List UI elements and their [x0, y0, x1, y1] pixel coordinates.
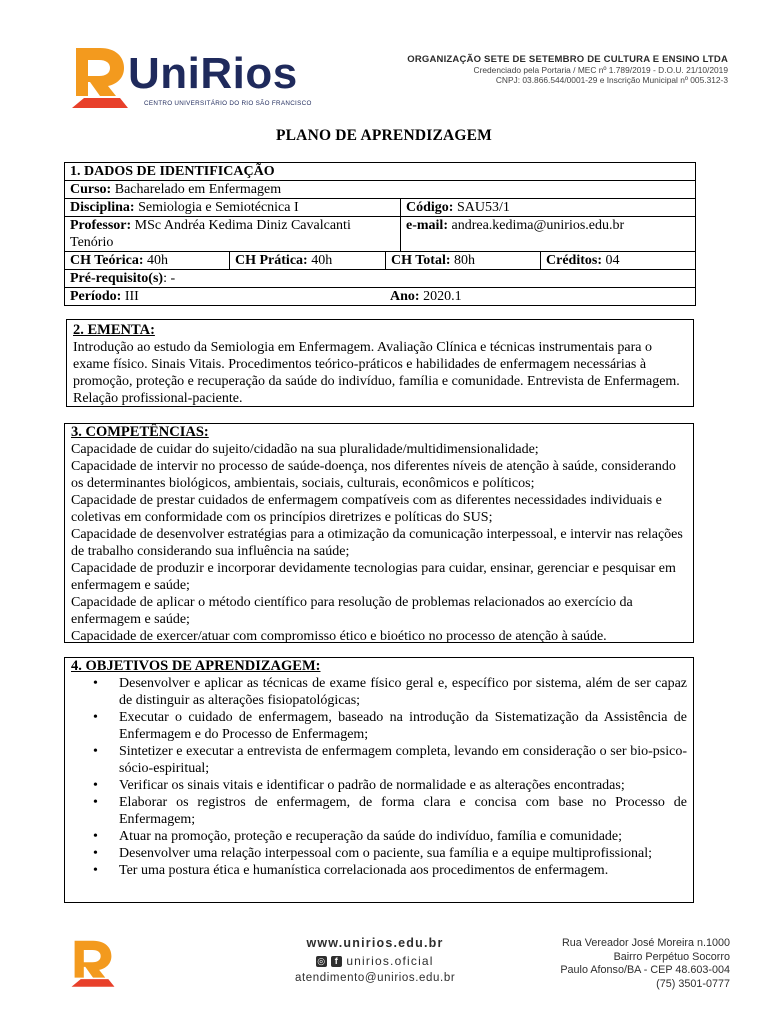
- curso-cell: Curso: Bacharelado em Enfermagem: [70, 182, 282, 197]
- bullet-icon: •: [93, 778, 98, 793]
- social-row: [295, 954, 455, 968]
- address-line: Paulo Afonso/BA - CEP 48.603-004: [560, 964, 730, 976]
- bullet-icon: •: [93, 795, 98, 810]
- list-item: • Verificar os sinais vitais e identificar o padrão de normalidade e as alterações encontradas;: [93, 778, 625, 793]
- social-handle[interactable]: unirios.oficial: [346, 954, 434, 968]
- table-row: [65, 217, 695, 252]
- list-item: Capacidade de intervir no processo de saúde-doença, nos diferentes níveis de atenção à saúde, considerando os determinantes biológicos, ambientais, sociais, culturais, econômicos e políticos;: [71, 459, 676, 491]
- list-item: Capacidade de cuidar do sujeito/cidadão na sua pluralidade/multidimensionalidade;: [71, 442, 539, 457]
- identification-table: [64, 162, 696, 306]
- prerequisito-cell: Pré-requisito(s): -: [70, 271, 176, 286]
- website-link[interactable]: www.unirios.edu.br: [306, 936, 444, 950]
- address-line: Bairro Perpétuo Socorro: [613, 950, 730, 963]
- disciplina-cell: Disciplina: Semiologia e Semiotécnica I: [70, 200, 299, 215]
- list-item: Capacidade de aplicar o método científico para resolução de problemas relacionados ao exercício da enfermagem e saúde;: [71, 595, 633, 627]
- phone-number: (75) 3501-0777: [656, 977, 730, 990]
- organization-info: [407, 54, 728, 85]
- bullet-icon: •: [93, 710, 98, 725]
- email-link[interactable]: atendimento@unirios.edu.br: [295, 972, 456, 984]
- ementa-text: Introdução ao estudo da Semiologia em Enfermagem. Avaliação Clínica e técnicas instrumentais para o exame físico. Sinais Vitais. Procedimentos teórico-práticos e habilidades de enfermagem necessárias à promoção, proteção e recuperação da saúde do indivíduo, família e comunidade. Entrevista de Enfermagem. Relação profissional-paciente.: [73, 340, 680, 406]
- list-item: • Ter uma postura ética e humanística correlacionada aos procedimentos de enfermagem.: [93, 863, 609, 878]
- address-line: Rua Vereador José Moreira n.1000: [561, 937, 730, 949]
- bullet-icon: •: [93, 846, 98, 861]
- instagram-icon[interactable]: ◎: [317, 955, 327, 966]
- list-item: • Executar o cuidado de enfermagem, baseado na introdução da Sistematização da Assistência de Enfermagem e do Processo de Enfermagem;: [93, 710, 687, 742]
- table-row: [65, 181, 695, 199]
- logo-subtitle: CENTRO UNIVERSITÁRIO DO RIO SÃO FRANCISCO: [144, 100, 312, 107]
- codigo-cell: Código: SAU53/1: [400, 199, 695, 216]
- footer-logo: [70, 936, 116, 990]
- bullet-icon: •: [93, 863, 98, 878]
- list-item: • Desenvolver uma relação interpessoal com o paciente, sua família e a equipe multiprofissional;: [93, 846, 652, 861]
- bullet-icon: •: [93, 676, 98, 691]
- unirios-logo: [70, 44, 310, 110]
- section-heading: 3. COMPETÊNCIAS:: [71, 424, 209, 440]
- ch-teorica-cell: CH Teórica: 40h: [70, 253, 168, 268]
- ch-total-cell: CH Total: 80h: [385, 252, 540, 269]
- list-item: Capacidade de prestar cuidados de enfermagem compatíveis com as diferentes necessidades individuais e coletivas em conformidade com os princípios diretrizes e políticas do SUS;: [71, 493, 662, 525]
- footer-address: [560, 937, 730, 991]
- creditos-cell: Créditos: 04: [540, 252, 695, 269]
- objetivos-list: [71, 675, 687, 879]
- periodo-cell: Período: III: [70, 289, 139, 304]
- section-heading: 1. DADOS DE IDENTIFICAÇÃO: [70, 164, 275, 179]
- unirios-r-mark-icon: [70, 44, 130, 110]
- page-title: PLANO DE APRENDIZAGEM: [275, 127, 493, 144]
- table-row: [65, 252, 695, 270]
- table-row: [65, 288, 695, 305]
- org-accreditation: Credenciado pela Portaria / MEC nº 1.789/2019 - D.O.U. 21/10/2019: [473, 65, 728, 75]
- list-item: • Elaborar os registros de enfermagem, de forma clara e concisa com base no Processo de Enfermagem;: [93, 795, 687, 827]
- bullet-icon: •: [93, 829, 98, 844]
- email-cell: e-mail: andrea.kedima@unirios.edu.br: [400, 217, 695, 251]
- list-item: Capacidade de desenvolver estratégias para a otimização da comunicação interpessoal, e intervir nas relações de trabalho considerando sua influência na saúde;: [71, 527, 683, 559]
- org-cnpj: CNPJ: 03.866.544/0001-29 e Inscrição Municipal nº 005.312-3: [495, 75, 728, 85]
- section-heading: 2. EMENTA:: [73, 322, 155, 338]
- section-heading: 4. OBJETIVOS DE APRENDIZAGEM:: [71, 658, 321, 674]
- footer-contacts: [295, 936, 455, 984]
- unirios-r-mark-icon: [70, 936, 116, 990]
- ano-cell: Ano: 2020.1: [390, 289, 462, 304]
- table-row: [65, 199, 695, 217]
- objetivos-section: [64, 657, 694, 903]
- org-name: ORGANIZAÇÃO SETE DE SETEMBRO DE CULTURA E ENSINO LTDA: [407, 54, 728, 65]
- facebook-icon[interactable]: f: [331, 956, 342, 967]
- competencias-section: [64, 423, 694, 643]
- list-item: Capacidade de exercer/atuar com compromisso ético e bioético no processo de atenção à saúde.: [71, 629, 607, 644]
- list-item: • Atuar na promoção, proteção e recuperação da saúde do indivíduo, família e comunidade;: [93, 829, 623, 844]
- list-item: • Desenvolver e aplicar as técnicas de exame físico geral e, específico por sistema, além de ser capaz de distinguir as alterações fisiopatológicas;: [93, 676, 687, 708]
- bullet-icon: •: [93, 744, 98, 759]
- list-item: • Sintetizer e executar a entrevista de enfermagem completa, levando em consideração o ser bio-psico-sócio-espiritual;: [93, 744, 687, 776]
- ch-pratica-cell: CH Prática: 40h: [229, 252, 385, 269]
- logo-wordmark: UniRios: [128, 49, 298, 98]
- table-row: [65, 270, 695, 288]
- ementa-section: [66, 319, 694, 407]
- professor-cell: Professor: MSc Andréa Kedima Diniz Cavalcanti Tenório: [70, 218, 351, 250]
- list-item: Capacidade de produzir e incorporar devidamente tecnologias para cuidar, ensinar, gerenciar e pesquisar em enfermagem e saúde;: [71, 561, 676, 593]
- table-row: [65, 163, 695, 181]
